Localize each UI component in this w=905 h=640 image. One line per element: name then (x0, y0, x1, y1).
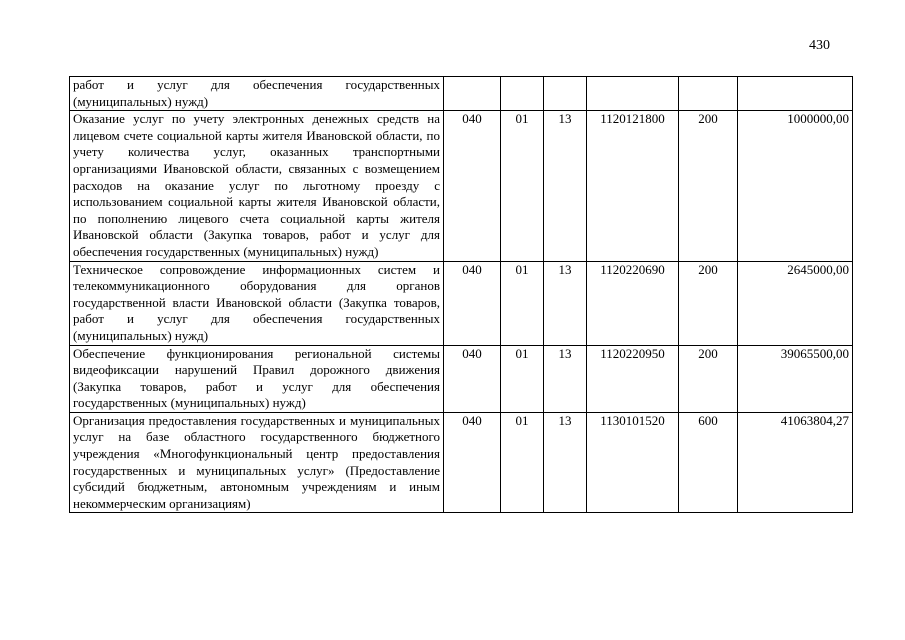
subsection-code: 13 (544, 261, 587, 345)
section-code: 01 (501, 412, 544, 513)
section-code: 01 (501, 261, 544, 345)
target-article-code: 1120220950 (587, 345, 679, 412)
section-code (501, 77, 544, 111)
row-description: Организация предоставления государственных и муниципальных услуг на базе областного государственного бюджетного учреждения «Многофункциональный центр предоставления государственных и муниципальных услуг» (Предоставление субсидий бюджетным, автономным учреждениям и иным некоммерческим организациям) (70, 412, 444, 513)
row-description: Обеспечение функционирования региональной системы видеофиксации нарушений Правил дорожного движения (Закупка товаров, работ и услуг для обеспечения государственных (муниципальных) нужд) (70, 345, 444, 412)
row-description: Техническое сопровождение информационных систем и телекоммуникационного оборудования для органов государственной власти Ивановской области (Закупка товаров, работ и услуг для обеспечения государственных (муниципальных) нужд) (70, 261, 444, 345)
amount (738, 77, 853, 111)
expense-type-code: 600 (679, 412, 738, 513)
subsection-code (544, 77, 587, 111)
amount: 39065500,00 (738, 345, 853, 412)
target-article-code: 1120220690 (587, 261, 679, 345)
row-description: Оказание услуг по учету электронных денежных средств на лицевом счете социальной карты жителя Ивановской области, по учету количества услуг, оказанных транспортными организациями Ивановской области, связанных с возмещением расходов на оказание услуг по льготному проезду с использованием социальной карты жителя Ивановской области, по пополнению лицевого счета социальной карты жителя Ивановской области (Закупка товаров, работ и услуг для обеспечения государственных (муниципальных) нужд) (70, 111, 444, 261)
ministry-code (444, 77, 501, 111)
amount: 41063804,27 (738, 412, 853, 513)
subsection-code: 13 (544, 345, 587, 412)
ministry-code: 040 (444, 345, 501, 412)
subsection-code: 13 (544, 111, 587, 261)
target-article-code: 1120121800 (587, 111, 679, 261)
section-code: 01 (501, 111, 544, 261)
budget-table (69, 76, 853, 513)
ministry-code: 040 (444, 412, 501, 513)
subsection-code: 13 (544, 412, 587, 513)
section-code: 01 (501, 345, 544, 412)
table-row (70, 77, 853, 111)
row-description: работ и услуг для обеспечения государственных (муниципальных) нужд) (70, 77, 444, 111)
amount: 1000000,00 (738, 111, 853, 261)
target-article-code (587, 77, 679, 111)
expense-type-code: 200 (679, 345, 738, 412)
expense-type-code (679, 77, 738, 111)
table-row (70, 111, 853, 261)
target-article-code: 1130101520 (587, 412, 679, 513)
expense-type-code: 200 (679, 261, 738, 345)
page-number: 430 (809, 38, 830, 53)
ministry-code: 040 (444, 111, 501, 261)
table-row (70, 412, 853, 513)
table-row (70, 345, 853, 412)
table-row (70, 261, 853, 345)
ministry-code: 040 (444, 261, 501, 345)
expense-type-code: 200 (679, 111, 738, 261)
amount: 2645000,00 (738, 261, 853, 345)
